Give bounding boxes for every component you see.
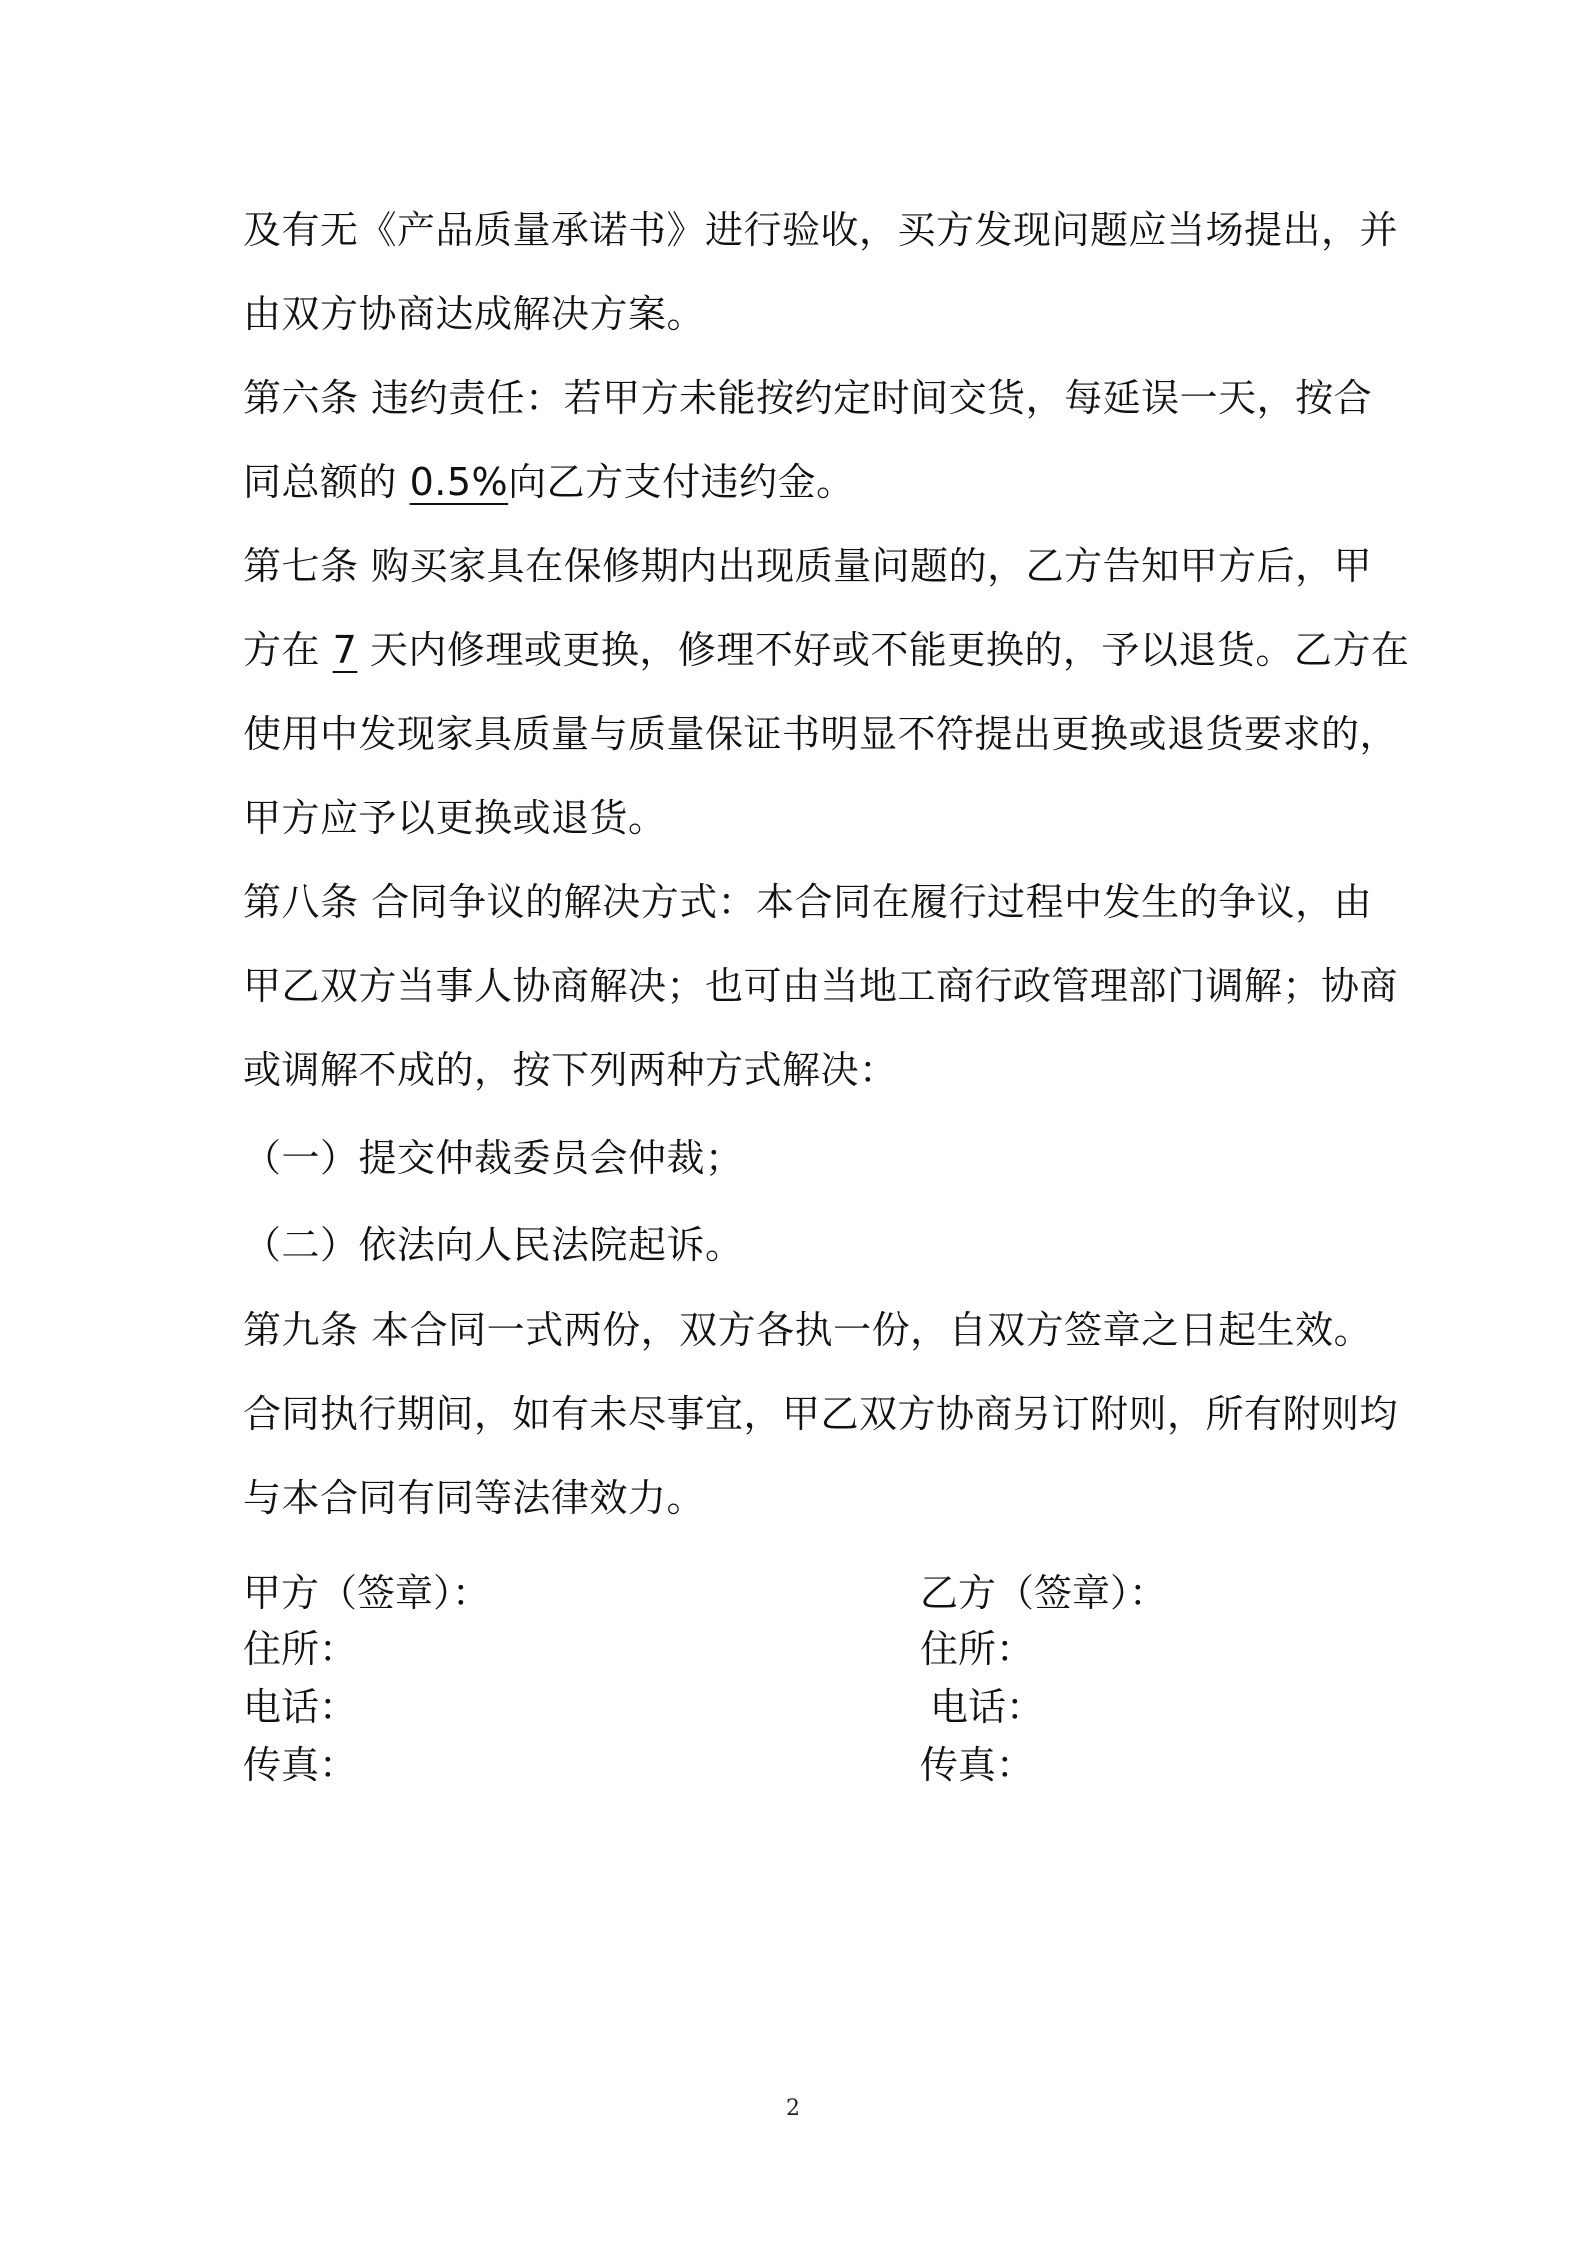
article-7-line	[243, 625, 1409, 675]
page-number: 2	[786, 2096, 800, 2121]
party-a-address-label: 住所：	[243, 1627, 358, 1671]
text-segment: 同总额的	[243, 460, 410, 504]
article-8-line: 第八条 合同争议的解决方式：本合同在履行过程中发生的争议，由	[243, 880, 1373, 924]
article-7-line: 甲方应予以更换或退货。	[243, 796, 667, 840]
party-b-sign-label: 乙方（签章）：	[920, 1571, 1168, 1615]
party-b-fax-label: 传真：	[920, 1743, 1035, 1787]
dispute-option-1: （一）提交仲裁委员会仲裁；	[243, 1136, 744, 1180]
article-7-line: 第七条 购买家具在保修期内出现质量问题的，乙方告知甲方后，甲	[243, 544, 1373, 588]
article-9-line: 第九条 本合同一式两份，双方各执一份，自双方签章之日起生效。	[243, 1308, 1373, 1352]
party-a-phone-label: 电话：	[243, 1685, 358, 1729]
text-segment: 向乙方支付违约金。	[508, 460, 855, 504]
article-8-line: 或调解不成的，按下列两种方式解决：	[243, 1048, 898, 1092]
party-a-sign-label: 甲方（签章）：	[243, 1571, 491, 1615]
paragraph-line: 及有无《产品质量承诺书》进行验收，买方发现问题应当场提出，并	[243, 208, 1399, 252]
party-a-fax-label: 传真：	[243, 1743, 358, 1787]
party-b-phone-label: 电话：	[930, 1685, 1045, 1729]
repair-days: 7	[332, 628, 358, 672]
article-7-line: 使用中发现家具质量与质量保证书明显不符提出更换或退货要求的，	[243, 712, 1399, 756]
party-b-address-label: 住所：	[920, 1627, 1035, 1671]
paragraph-line: 由双方协商达成解决方案。	[243, 292, 706, 336]
article-6-line: 第六条 违约责任：若甲方未能按约定时间交货，每延误一天，按合	[243, 376, 1373, 420]
article-8-line: 甲乙双方当事人协商解决；也可由当地工商行政管理部门调解；协商	[243, 964, 1399, 1008]
text-segment: 天内修理或更换，修理不好或不能更换的，予以退货。乙方在	[357, 628, 1410, 672]
dispute-option-2: （二）依法向人民法院起诉。	[243, 1223, 744, 1267]
article-6-line	[243, 457, 855, 507]
article-9-line: 合同执行期间，如有未尽事宜，甲乙双方协商另订附则，所有附则均	[243, 1392, 1399, 1436]
text-segment: 方在	[243, 628, 333, 672]
penalty-rate: 0.5%	[409, 460, 509, 504]
article-9-line: 与本合同有同等法律效力。	[243, 1476, 706, 1520]
